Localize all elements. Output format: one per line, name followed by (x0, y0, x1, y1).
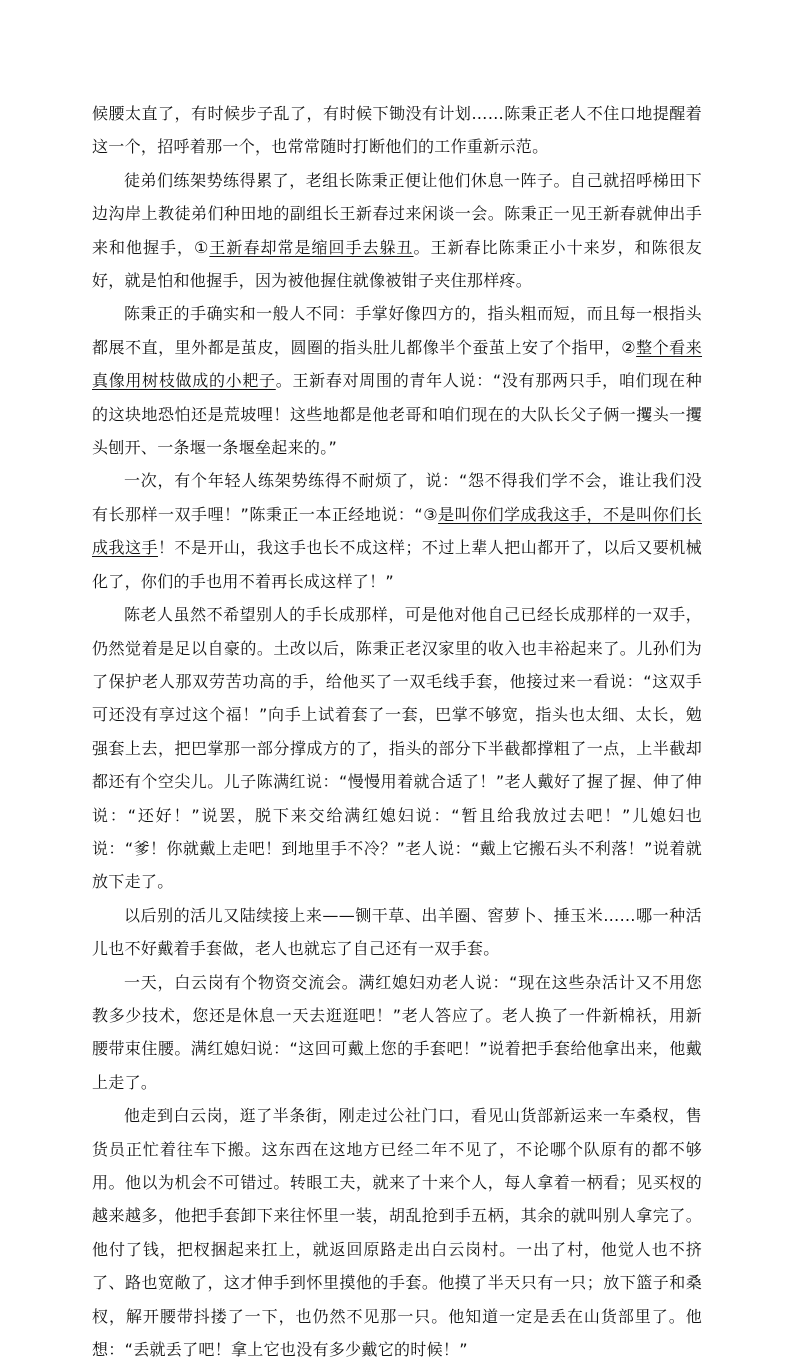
text-segment: 徒弟们练架势练得累了，老组长陈秉正便让他们休息一阵子。自己就招呼梯田下边沟岸上教徒弟们种田地的副组长王新春过来闲谈一会。陈秉正一见王新春就伸出手来和他握手，① (92, 170, 702, 257)
text-segment: 一次，有个年轻人练架势练得不耐烦了，说：“怨不得我们学不会，谁让我们没有长那样一双手哩！”陈秉正一本正经地说：“③ (92, 471, 702, 524)
paragraph (92, 899, 702, 966)
paragraph (92, 966, 702, 1100)
text-segment: 候腰太直了，有时候步子乱了，有时候下锄没有计划……陈秉正老人不住口地提醒着这一个，招呼着那一个，也常常随时打断他们的工作重新示范。 (92, 104, 702, 157)
paragraph (92, 164, 702, 298)
underlined-sentence: 整个看来真像用树枝做成的小耙子 (92, 337, 703, 391)
paragraph (92, 1099, 702, 1366)
paragraph (92, 97, 702, 164)
underlined-sentence: 王新春却常是缩回手去躲丑 (209, 237, 414, 257)
paragraph (92, 598, 702, 899)
text-segment: 陈秉正的手确实和一般人不同：手掌好像四方的，指头粗而短，而且每一根指头都展不直，里外都是茧皮，圆圈的指头肚儿都像半个蚕茧上安了个指甲，② (92, 304, 702, 357)
text-segment: 。王新春比陈秉正小十来岁，和陈很友好，就是怕和他握手，因为被他握住就像被钳子夹住那样疼。 (92, 237, 702, 291)
text-segment: 一天，白云岗有个物资交流会。满红媳妇劝老人说：“现在这些杂活计又不用您教多少技术，您还是休息一天去逛逛吧！”老人答应了。老人换了一件新棉袄，用新腰带束住腰。满红媳妇说：“这回可戴上您的手套吧！”说着把手套给他拿出来，他戴上走了。 (92, 972, 702, 1092)
text-segment: 。王新春对周围的青年人说：“没有那两只手，咱们现在种的这块地恐怕还是荒坡哩！这些地都是他老哥和咱们现在的大队长父子俩一攫头一攫头刨开、一条堰一条堰垒起来的。” (92, 371, 702, 458)
underlined-sentence: 是叫你们学成我这手，不是叫你们长成我这手 (92, 504, 702, 558)
text-segment: 陈老人虽然不希望别人的手长成那样，可是他对他自己已经长成那样的一双手，仍然觉着是足以自豪的。土改以后，陈秉正老汉家里的收入也丰裕起来了。儿孙们为了保护老人那双劳苦功高的手，给他买了一双毛线手套，他接过来一看说：“这双手可还没有享过这个福！”向手上试着套了一套，巴掌不够宽，指头也太细、太长，勉强套上去，把巴掌那一部分撑成方的了，指头的部分下半截都撑粗了一点，上半截却都还有个空尖儿。儿子陈满红说：“慢慢用着就合适了！”老人戴好了握了握、伸了伸说：“还好！”说罢，脱下来交给满红媳妇说：“暂且给我放过去吧！”儿媳妇也说：“爹！你就戴上走吧！到地里手不冷？”老人说：“戴上它搬石头不利落！”说着就放下走了。 (92, 605, 702, 892)
text-segment: 他走到白云岗，逛了半条街，刚走过公社门口，看见山货部新运来一车桑杈，售货员正忙着往车下搬。这东西在这地方已经二年不见了，不论哪个队原有的都不够用。他以为机会不可错过。转眼工夫，就来了十来个人，每人拿着一柄看；见买杈的越来越多，他把手套卸下来往怀里一装，胡乱抢到手五柄，其余的就叫别人拿完了。他付了钱，把杈捆起来扛上，就返回原路走出白云岗村。一出了村，他觉人也不挤了、路也宽敞了，这才伸手到怀里摸他的手套。他摸了半天只有一只；放下篮子和桑杈，解开腰带抖搂了一下，也仍然不见那一只。他知道一定是丢在山货部里了。他想：“丢就丢了吧！拿上它也没有多少戴它的时候！” (92, 1106, 702, 1360)
paragraph (92, 297, 702, 464)
paragraph (92, 464, 702, 598)
text-segment: ！不是开山，我这手也长不成这样；不过上辈人把山都开了，以后又要机械化了，你们的手也用不着再长成这样了！” (92, 538, 702, 591)
text-segment: 以后别的活儿又陆续接上来——铡干草、出羊圈、窖萝卜、捶玉米……哪一种活儿也不好戴着手套做，老人也就忘了自己还有一双手套。 (92, 905, 702, 959)
